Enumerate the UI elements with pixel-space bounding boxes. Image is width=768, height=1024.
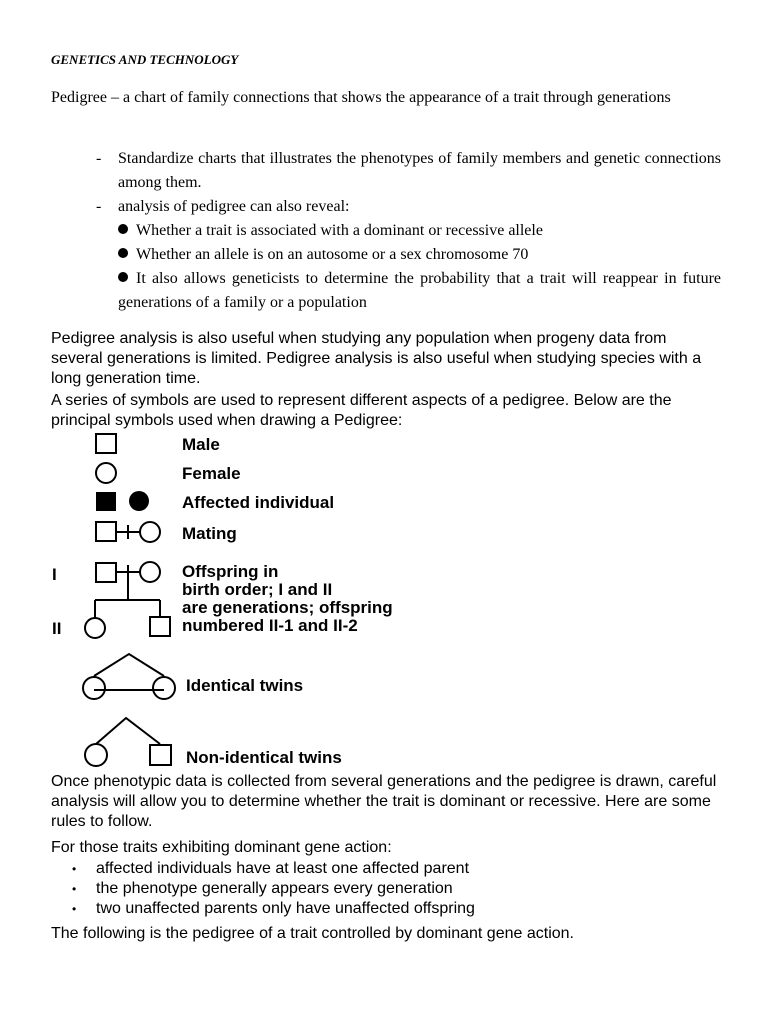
bullet-item-text: Whether a trait is associated with a dominant or recessive allele (136, 222, 543, 239)
legend-nonidentical-twins-label: Non-identical twins (186, 748, 342, 767)
rule-item-text: affected individuals have at least one affected parent (96, 860, 470, 877)
paragraph-symbols-intro: A series of symbols are used to represent different aspects of a pedigree. Below are the principal symbols used when drawing a Pedigree: (51, 392, 672, 429)
dominant-rules-list (72, 859, 722, 919)
bullet-item (118, 219, 721, 243)
rule-item (72, 859, 722, 879)
mating-female-circle-icon (140, 522, 160, 542)
bullet-list (118, 219, 721, 315)
bullet-icon: • (72, 882, 77, 896)
twin-square-icon (150, 745, 171, 765)
twin-circle-icon (153, 677, 175, 699)
document-title: GENETICS AND TECHNOLOGY (51, 52, 239, 67)
offspring-female-circle-icon (85, 618, 105, 638)
pedigree-definition: Pedigree – a chart of family connections that shows the appearance of a trait through generations (51, 89, 671, 106)
twin-circle-icon (83, 677, 105, 699)
female-circle-icon (96, 463, 116, 483)
bullet-dot-icon (118, 224, 128, 234)
rule-item-text: the phenotype generally appears every generation (96, 880, 453, 897)
offspring-male-square-icon (150, 617, 170, 636)
affected-circle-icon (129, 491, 149, 511)
legend-offspring-line: numbered II-1 and II-2 (182, 616, 358, 635)
bullet-item-text: It also allows geneticists to determine the probability that a trait will reappear in future generations of a family or a population (118, 270, 721, 311)
bullet-icon: • (72, 862, 77, 876)
paragraph-dominant-intro: For those traits exhibiting dominant gene action: (51, 839, 392, 856)
male-square-icon (96, 434, 116, 453)
nonidentical-twins-branch (96, 718, 160, 744)
legend-offspring-line: Offspring in (182, 562, 279, 581)
dash-item-text: Standardize charts that illustrates the phenotypes of family members and genetic connections among them. (118, 150, 721, 191)
bullet-item-text: Whether an allele is on an autosome or a sex chromosome 70 (136, 246, 529, 263)
legend-male-label: Male (182, 435, 220, 454)
dash-item: - analysis of pedigree can also reveal: (96, 198, 350, 215)
twin-circle-icon (85, 744, 107, 766)
affected-square-icon (96, 492, 116, 511)
dash-item-text: analysis of pedigree can also reveal: (118, 198, 350, 215)
dash-item: - Standardize charts that illustrates the phenotypes of family members and genetic connections among them. (96, 150, 721, 191)
mating-male-square-icon (96, 522, 116, 541)
pedigree-symbol-legend (40, 428, 480, 773)
parent-female-circle-icon (140, 562, 160, 582)
legend-offspring-line: birth order; I and II (182, 580, 333, 599)
legend-mating-label: Mating (182, 524, 237, 543)
paragraph-pedigree-usefulness: Pedigree analysis is also useful when studying any population when progeny data from several generations is limited. Pedigree analysis is also useful when studying species with a long generation time. (51, 330, 702, 387)
generation-label-1: I (52, 565, 57, 584)
legend-female-label: Female (182, 464, 241, 483)
paragraph-following-pedigree: The following is the pedigree of a trait controlled by dominant gene action. (51, 925, 574, 942)
bullet-dot-icon (118, 272, 128, 282)
legend-affected-label: Affected individual (182, 493, 335, 512)
paragraph-analysis: Once phenotypic data is collected from several generations and the pedigree is drawn, careful analysis will allow you to determine whether the trait is dominant or recessive. Here are some rules to follow. (51, 773, 717, 830)
legend-offspring-line: are generations; offspring (182, 598, 393, 617)
rule-item (72, 899, 722, 919)
generation-label-2: II (52, 619, 62, 638)
rule-item-text: two unaffected parents only have unaffected offspring (96, 900, 475, 917)
bullet-item (118, 267, 721, 315)
parent-male-square-icon (96, 563, 116, 582)
rule-item (72, 879, 722, 899)
legend-identical-twins-label: Identical twins (186, 676, 304, 695)
bullet-item (118, 243, 721, 267)
bullet-icon: • (72, 902, 77, 916)
identical-twins-branch (94, 654, 164, 676)
dash-list (96, 147, 721, 219)
bullet-dot-icon (118, 248, 128, 258)
